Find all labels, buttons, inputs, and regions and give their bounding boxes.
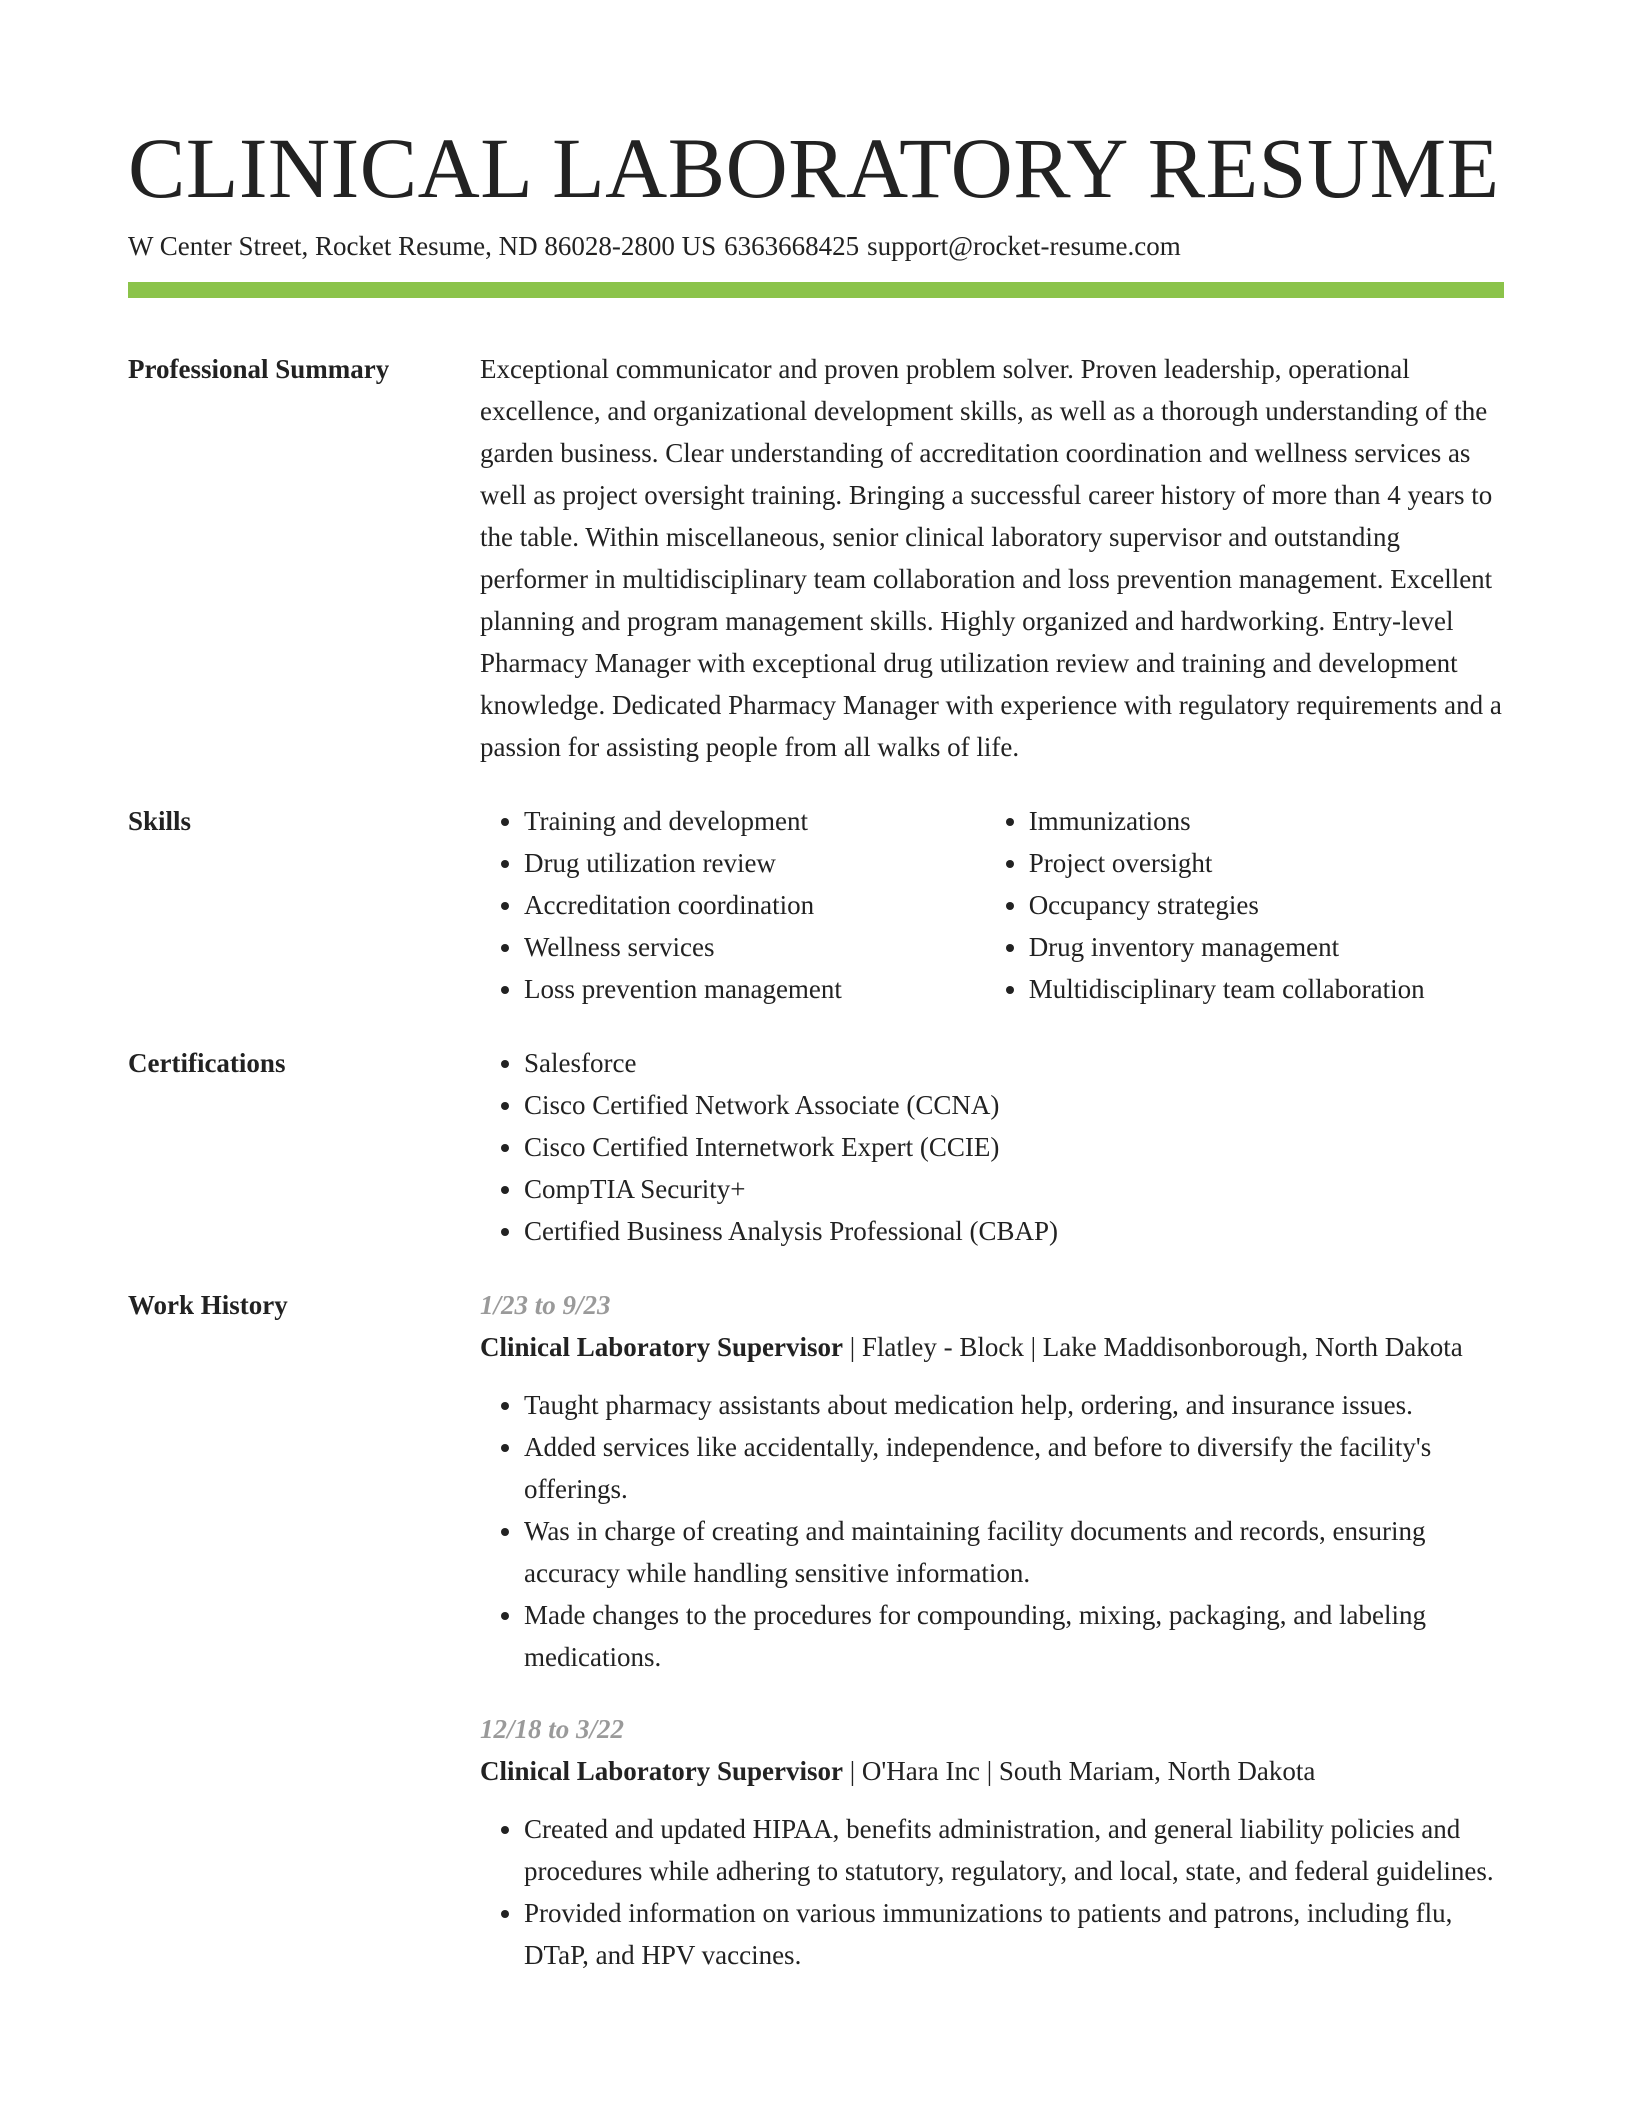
certification-item: • Salesforce (524, 1042, 1504, 1084)
job-bullet: • Made changes to the procedures for compounding, mixing, packaging, and labeling medications. (524, 1594, 1504, 1678)
certifications-heading: Certifications (128, 1048, 286, 1078)
skill-item: • Wellness services (524, 926, 985, 968)
skill-item: • Training and development (524, 800, 985, 842)
job-bullet: • Provided information on various immunizations to patients and patrons, including flu, DTaP, and HPV vaccines. (524, 1892, 1504, 1976)
job-bullet: • Added services like accidentally, independence, and before to diversify the facility's offerings. (524, 1426, 1504, 1510)
skills-list-left (480, 800, 985, 1010)
job-heading (480, 1326, 1504, 1368)
contact-address: W Center Street, Rocket Resume, ND 86028-2800 US (128, 231, 717, 261)
job-entry (480, 1708, 1504, 1976)
job-title: Clinical Laboratory Supervisor (480, 1756, 843, 1786)
skill-item: • Immunizations (1029, 800, 1504, 842)
skill-item: • Drug utilization review (524, 842, 985, 884)
summary-heading: Professional Summary (128, 354, 390, 384)
skill-item: • Project oversight (1029, 842, 1504, 884)
header-divider (128, 282, 1504, 298)
job-entry (480, 1284, 1504, 1678)
job-bullet: • Created and updated HIPAA, benefits administration, and general liability policies and procedures while adhering to statutory, regulatory, and local, state, and federal guidelines. (524, 1808, 1504, 1892)
skills-heading: Skills (128, 806, 192, 836)
job-bullets (480, 1808, 1504, 1976)
job-title: Clinical Laboratory Supervisor (480, 1332, 843, 1362)
work-history-heading: Work History (128, 1290, 288, 1320)
contact-phone: 6363668425 (724, 231, 860, 261)
skills-list-right (985, 800, 1504, 1010)
certifications-section (128, 1042, 1504, 1252)
job-dates: 1/23 to 9/23 (480, 1290, 611, 1320)
skill-item: • Accreditation coordination (524, 884, 985, 926)
summary-section (128, 348, 1504, 768)
certification-item: • Certified Business Analysis Professional (CBAP) (524, 1210, 1504, 1252)
skill-item: • Occupancy strategies (1029, 884, 1504, 926)
summary-text: Exceptional communicator and proven problem solver. Proven leadership, operational excellence, and organizational development skills, as well as a thorough understanding of the garden business. Clear understanding of accreditation coordination and wellness services as well as project oversight training. Bringing a successful career history of more than 4 years to the table. Within miscellaneous, senior clinical laboratory supervisor and outstanding performer in multidisciplinary team collaboration and loss prevention management. Excellent planning and program management skills. Highly organized and hardworking. Entry-level Pharmacy Manager with exceptional drug utilization review and training and development knowledge. Dedicated Pharmacy Manager with experience with regulatory requirements and a passion for assisting people from all walks of life. (480, 354, 1502, 762)
skill-item: • Loss prevention management (524, 968, 985, 1010)
job-details: | O'Hara Inc | South Mariam, North Dakota (843, 1756, 1316, 1786)
skills-section (128, 800, 1504, 1010)
job-bullet: • Taught pharmacy assistants about medication help, ordering, and insurance issues. (524, 1384, 1504, 1426)
job-bullets (480, 1384, 1504, 1678)
contact-email: support@rocket-resume.com (867, 231, 1181, 261)
skill-item: • Multidisciplinary team collaboration (1029, 968, 1504, 1010)
job-heading (480, 1750, 1504, 1792)
resume-title: CLINICAL LABORATORY RESUME (128, 120, 1500, 216)
job-dates: 12/18 to 3/22 (480, 1714, 625, 1744)
job-bullet: • Was in charge of creating and maintaining facility documents and records, ensuring accuracy while handling sensitive information. (524, 1510, 1504, 1594)
skill-item: • Drug inventory management (1029, 926, 1504, 968)
contact-line (128, 228, 1504, 264)
resume-page (128, 118, 1504, 1976)
certification-item: • Cisco Certified Network Associate (CCNA) (524, 1084, 1504, 1126)
certifications-list (480, 1042, 1504, 1252)
certification-item: • Cisco Certified Internetwork Expert (CCIE) (524, 1126, 1504, 1168)
job-details: | Flatley - Block | Lake Maddisonborough, North Dakota (843, 1332, 1463, 1362)
work-history-section (128, 1284, 1504, 1976)
certification-item: • CompTIA Security+ (524, 1168, 1504, 1210)
